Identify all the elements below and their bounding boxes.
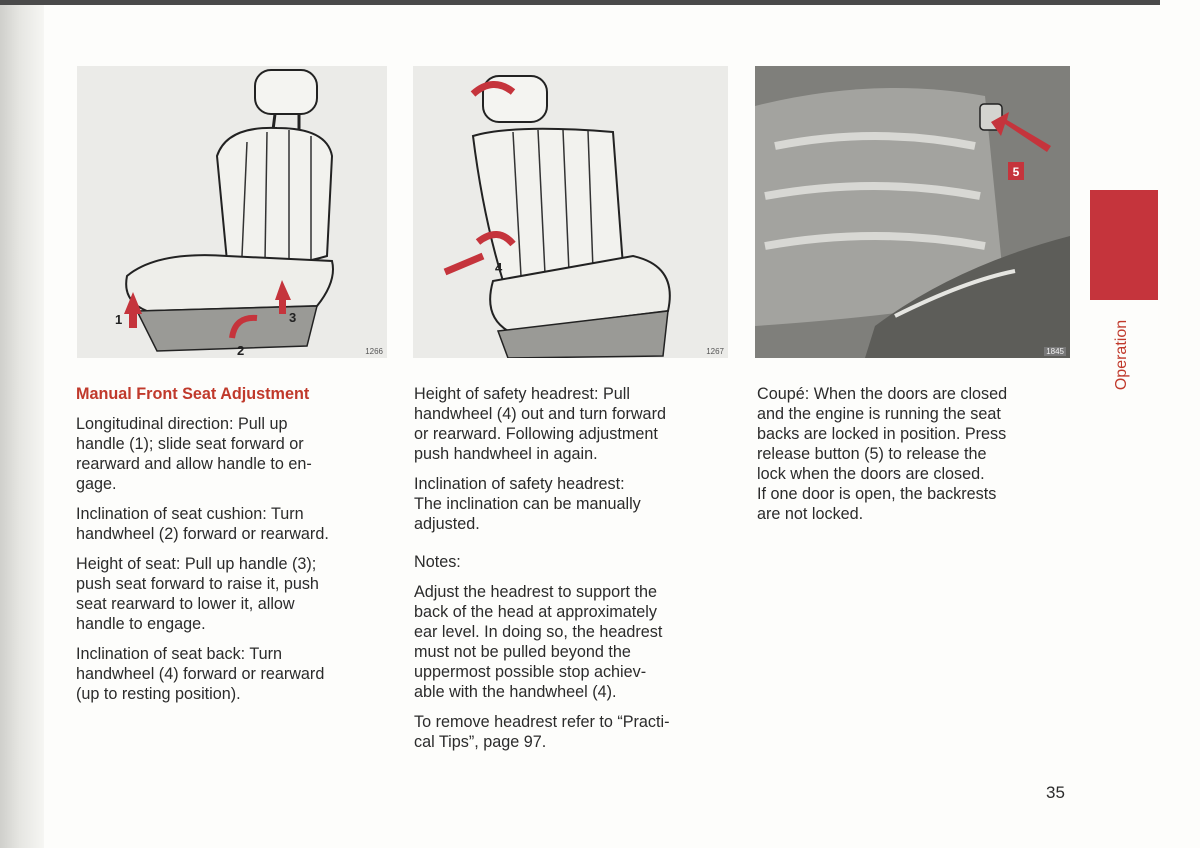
- callout-3: 3: [289, 310, 297, 325]
- figure-headrest-adjustment: [413, 66, 728, 358]
- section-tab-label: Operation: [1113, 319, 1130, 391]
- paragraph: To remove headrest refer to “Practi- cal Tips”, page 97.: [414, 713, 670, 751]
- section-heading: Manual Front Seat Adjustment: [76, 385, 310, 403]
- paragraph: Inclination of seat cushion: Turn handwheel (2) forward or rearward.: [76, 505, 329, 543]
- paragraph: Inclination of safety headrest: The inclination can be manually adjusted.: [414, 475, 641, 533]
- figure-number: 1845: [1046, 347, 1064, 356]
- column-middle: [414, 384, 734, 762]
- callout-1: 1: [115, 312, 123, 327]
- page-binding-edge: [0, 0, 44, 848]
- seat-illustration-1: [77, 66, 387, 358]
- seat-illustration-2: [413, 66, 728, 358]
- paragraph: Longitudinal direction: Pull up handle (1); slide seat forward or rearward and allow handle to en- gage.: [76, 415, 312, 493]
- figure-number: 1266: [365, 347, 383, 356]
- seat-illustration-3: [755, 66, 1070, 358]
- figure-number: 1267: [706, 347, 724, 356]
- column-right: [757, 384, 1072, 534]
- paragraph: Inclination of seat back: Turn handwheel (4) forward or rearward (up to resting position).: [76, 645, 325, 703]
- figure-backrest-release: [755, 66, 1070, 358]
- paragraph: Height of seat: Pull up handle (3); push seat forward to raise it, push seat rearward to lower it, allow handle to engage.: [76, 555, 319, 633]
- paragraph: Adjust the headrest to support the back of the head at approximately ear level. In doing so, the headrest must not be pulled beyond the uppermost possible stop achiev- able with the handwheel (4).: [414, 583, 663, 701]
- page-number: 35: [1046, 783, 1065, 802]
- callout-4: 4: [495, 260, 503, 275]
- paragraph: Coupé: When the doors are closed and the engine is running the seat backs are locked in position. Press release button (5) to release the lock when the doors are closed. If one door is open, the backrests are not locked.: [757, 385, 1008, 523]
- top-edge-band: [0, 0, 1160, 5]
- paragraph: Height of safety headrest: Pull handwheel (4) out and turn forward or rearward. Following adjustment push handwheel in again.: [414, 385, 666, 463]
- notes-label: Notes:: [414, 553, 461, 571]
- column-left: [76, 384, 396, 714]
- callout-5: 5: [1012, 165, 1020, 179]
- figure-seat-adjustment: [77, 66, 387, 358]
- callout-2: 2: [237, 343, 245, 358]
- section-tab: [1090, 190, 1158, 300]
